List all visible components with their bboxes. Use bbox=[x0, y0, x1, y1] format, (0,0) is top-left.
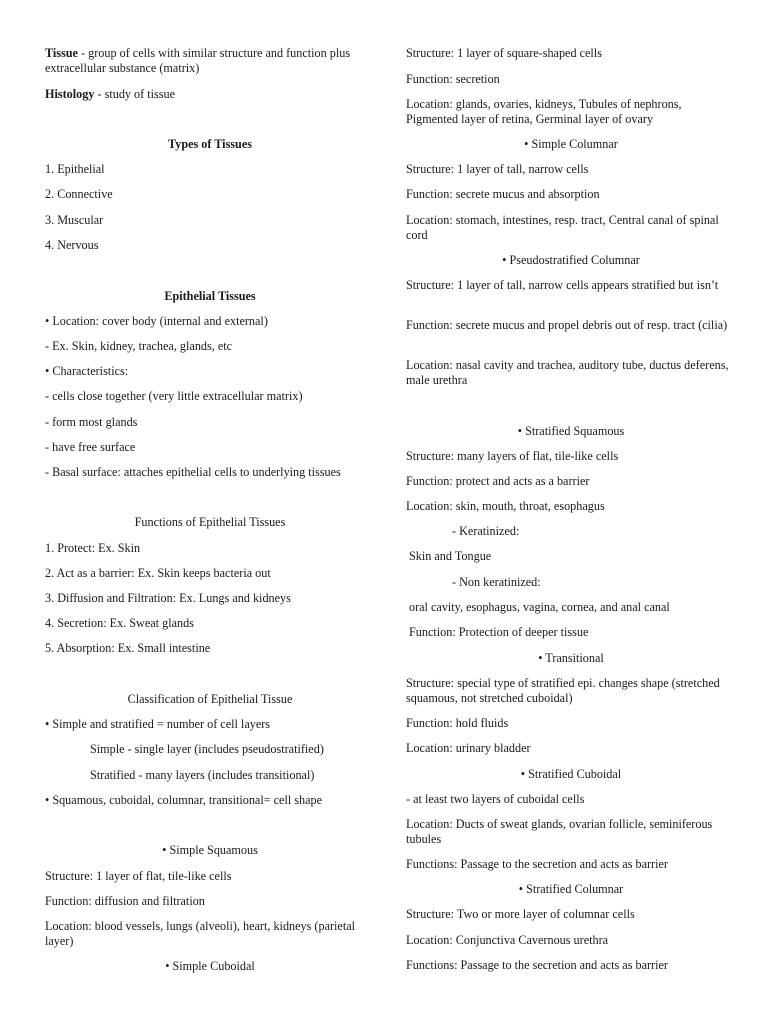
pseudostratified-line: Structure: 1 layer of tall, narrow cells appears stratified but isn’t bbox=[406, 278, 719, 292]
stratified-squamous-function: Function: Protection of deeper tissue bbox=[409, 625, 589, 639]
functions-item: 5. Absorption: Ex. Small intestine bbox=[45, 641, 211, 655]
simple-squamous-line: Location: blood vessels, lungs (alveoli), heart, kidneys (parietal layer) bbox=[45, 919, 356, 948]
functions-item: 4. Secretion: Ex. Sweat glands bbox=[45, 616, 194, 630]
stratified-columnar-line: Structure: Two or more layer of columnar cells bbox=[406, 907, 635, 921]
simple-cuboidal-heading: • Simple Cuboidal bbox=[165, 959, 255, 973]
keratinized-text: Skin and Tongue bbox=[409, 549, 492, 563]
histology-definition-text: - study of tissue bbox=[94, 87, 176, 101]
simple-columnar-line: Function: secrete mucus and absorption bbox=[406, 187, 600, 201]
functions-item: 2. Act as a barrier: Ex. Skin keeps bacteria out bbox=[45, 566, 271, 580]
simple-squamous-heading: • Simple Squamous bbox=[162, 843, 258, 857]
non-keratinized-label: - Non keratinized: bbox=[452, 575, 541, 589]
stratified-cuboidal-line: Functions: Passage to the secretion and acts as barrier bbox=[406, 857, 668, 871]
stratified-columnar-heading: • Stratified Columnar bbox=[518, 882, 624, 896]
simple-squamous-line: Function: diffusion and filtration bbox=[45, 894, 205, 908]
cuboidal-line: Structure: 1 layer of square-shaped cells bbox=[406, 46, 602, 60]
functions-heading: Functions of Epithelial Tissues bbox=[134, 515, 286, 529]
types-item: 3. Muscular bbox=[45, 213, 104, 227]
tissue-term: Tissue bbox=[45, 46, 78, 60]
epithelial-line: • Location: cover body (internal and external) bbox=[45, 314, 268, 328]
epithelial-heading: Epithelial Tissues bbox=[164, 289, 256, 303]
simple-squamous-line: Structure: 1 layer of flat, tile-like cells bbox=[45, 869, 232, 883]
tissue-definition bbox=[45, 46, 375, 76]
transitional-line: Function: hold fluids bbox=[406, 716, 509, 730]
simple-columnar-line: Structure: 1 layer of tall, narrow cells bbox=[406, 162, 589, 176]
stratified-squamous-line: Function: protect and acts as a barrier bbox=[406, 474, 590, 488]
simple-columnar-line: Location: stomach, intestines, resp. tract, Central canal of spinal cord bbox=[406, 213, 719, 242]
stratified-cuboidal-line: Location: Ducts of sweat glands, ovarian follicle, seminiferous tubules bbox=[406, 817, 713, 846]
stratified-squamous-line: Structure: many layers of flat, tile-like cells bbox=[406, 449, 619, 463]
types-heading: Types of Tissues bbox=[168, 137, 252, 151]
tissue-definition-text: - group of cells with similar structure and function plus extracellular substance (matrix) bbox=[45, 46, 351, 75]
pseudostratified-line: Function: secrete mucus and propel debris out of resp. tract (cilia) bbox=[406, 318, 728, 332]
pseudostratified-line: Location: nasal cavity and trachea, auditory tube, ductus deferens, male urethra bbox=[406, 358, 729, 387]
histology-term: Histology bbox=[45, 87, 95, 101]
stratified-cuboidal-heading: • Stratified Cuboidal bbox=[520, 767, 622, 781]
epithelial-line: - form most glands bbox=[45, 415, 138, 429]
classification-stratified: Stratified - many layers (includes transitional) bbox=[90, 768, 315, 782]
simple-columnar-heading: • Simple Columnar bbox=[524, 137, 618, 151]
transitional-heading: • Transitional bbox=[538, 651, 604, 665]
pseudostratified-heading: • Pseudostratified Columnar bbox=[502, 253, 640, 267]
keratinized-label: - Keratinized: bbox=[452, 524, 520, 538]
epithelial-line: - Ex. Skin, kidney, trachea, glands, etc bbox=[45, 339, 233, 353]
epithelial-line: - cells close together (very little extracellular matrix) bbox=[45, 389, 303, 403]
stratified-cuboidal-line: - at least two layers of cuboidal cells bbox=[406, 792, 585, 806]
functions-item: 3. Diffusion and Filtration: Ex. Lungs and kidneys bbox=[45, 591, 291, 605]
transitional-line: Structure: special type of stratified epi. changes shape (stretched squamous, not stretched cuboidal) bbox=[406, 676, 720, 705]
classification-line: • Simple and stratified = number of cell layers bbox=[45, 717, 271, 731]
types-item: 2. Connective bbox=[45, 187, 113, 201]
stratified-squamous-line: Location: skin, mouth, throat, esophagus bbox=[406, 499, 605, 513]
types-item: 4. Nervous bbox=[45, 238, 99, 252]
non-keratinized-text: oral cavity, esophagus, vagina, cornea, and anal canal bbox=[409, 600, 670, 614]
cuboidal-line: Location: glands, ovaries, kidneys, Tubules of nephrons, Pigmented layer of retina, Germinal layer of ovary bbox=[406, 97, 682, 126]
stratified-columnar-line: Location: Conjunctiva Cavernous urethra bbox=[406, 933, 609, 947]
stratified-squamous-heading: • Stratified Squamous bbox=[517, 424, 625, 438]
transitional-line: Location: urinary bladder bbox=[406, 741, 531, 755]
functions-item: 1. Protect: Ex. Skin bbox=[45, 541, 141, 555]
classification-heading: Classification of Epithelial Tissue bbox=[127, 692, 293, 706]
stratified-columnar-line: Functions: Passage to the secretion and acts as barrier bbox=[406, 958, 668, 972]
epithelial-line: - Basal surface: attaches epithelial cells to underlying tissues bbox=[45, 465, 341, 479]
cuboidal-line: Function: secretion bbox=[406, 72, 500, 86]
epithelial-line: - have free surface bbox=[45, 440, 136, 454]
classification-line: • Squamous, cuboidal, columnar, transitional= cell shape bbox=[45, 793, 323, 807]
classification-simple: Simple - single layer (includes pseudostratified) bbox=[90, 742, 324, 756]
epithelial-line: • Characteristics: bbox=[45, 364, 129, 378]
types-item: 1. Epithelial bbox=[45, 162, 105, 176]
histology-definition bbox=[45, 87, 375, 102]
